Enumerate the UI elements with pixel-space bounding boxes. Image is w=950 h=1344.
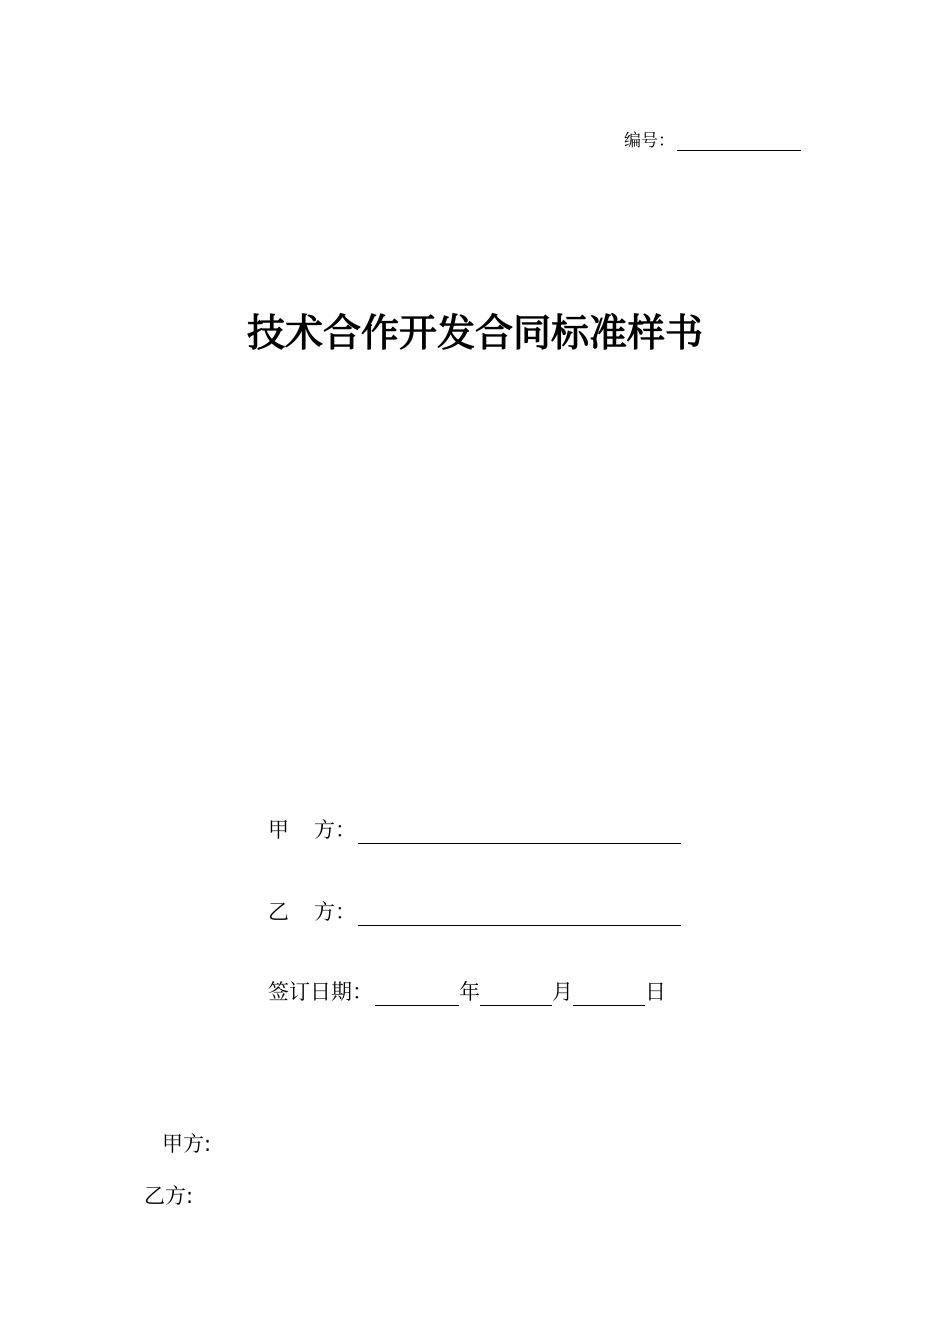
signing-date-label: 签订日期： bbox=[268, 980, 373, 1004]
contract-number-blank[interactable] bbox=[677, 130, 801, 151]
party-a-suffix: 方： bbox=[314, 818, 356, 842]
contract-number-row bbox=[624, 126, 801, 151]
signing-date-field bbox=[268, 976, 666, 1006]
party-b-blank[interactable] bbox=[358, 903, 681, 926]
year-blank[interactable] bbox=[375, 983, 459, 1006]
party-b-signature-label: 乙方: bbox=[144, 1184, 194, 1208]
day-unit: 日 bbox=[645, 980, 666, 1004]
party-a-signature-label: 甲方: bbox=[162, 1132, 212, 1156]
month-unit: 月 bbox=[552, 980, 573, 1004]
month-blank[interactable] bbox=[480, 983, 552, 1006]
party-b-field bbox=[268, 896, 681, 926]
day-blank[interactable] bbox=[573, 983, 645, 1006]
year-unit: 年 bbox=[459, 980, 480, 1004]
party-a-blank[interactable] bbox=[358, 821, 681, 844]
party-a-field bbox=[268, 814, 681, 844]
party-b-suffix: 方： bbox=[314, 900, 356, 924]
contract-number-label: 编号： bbox=[624, 131, 675, 151]
document-title: 技术合作开发合同标准样书 bbox=[246, 310, 703, 355]
party-a-label: 甲 bbox=[268, 818, 289, 842]
party-b-label: 乙 bbox=[268, 900, 289, 924]
